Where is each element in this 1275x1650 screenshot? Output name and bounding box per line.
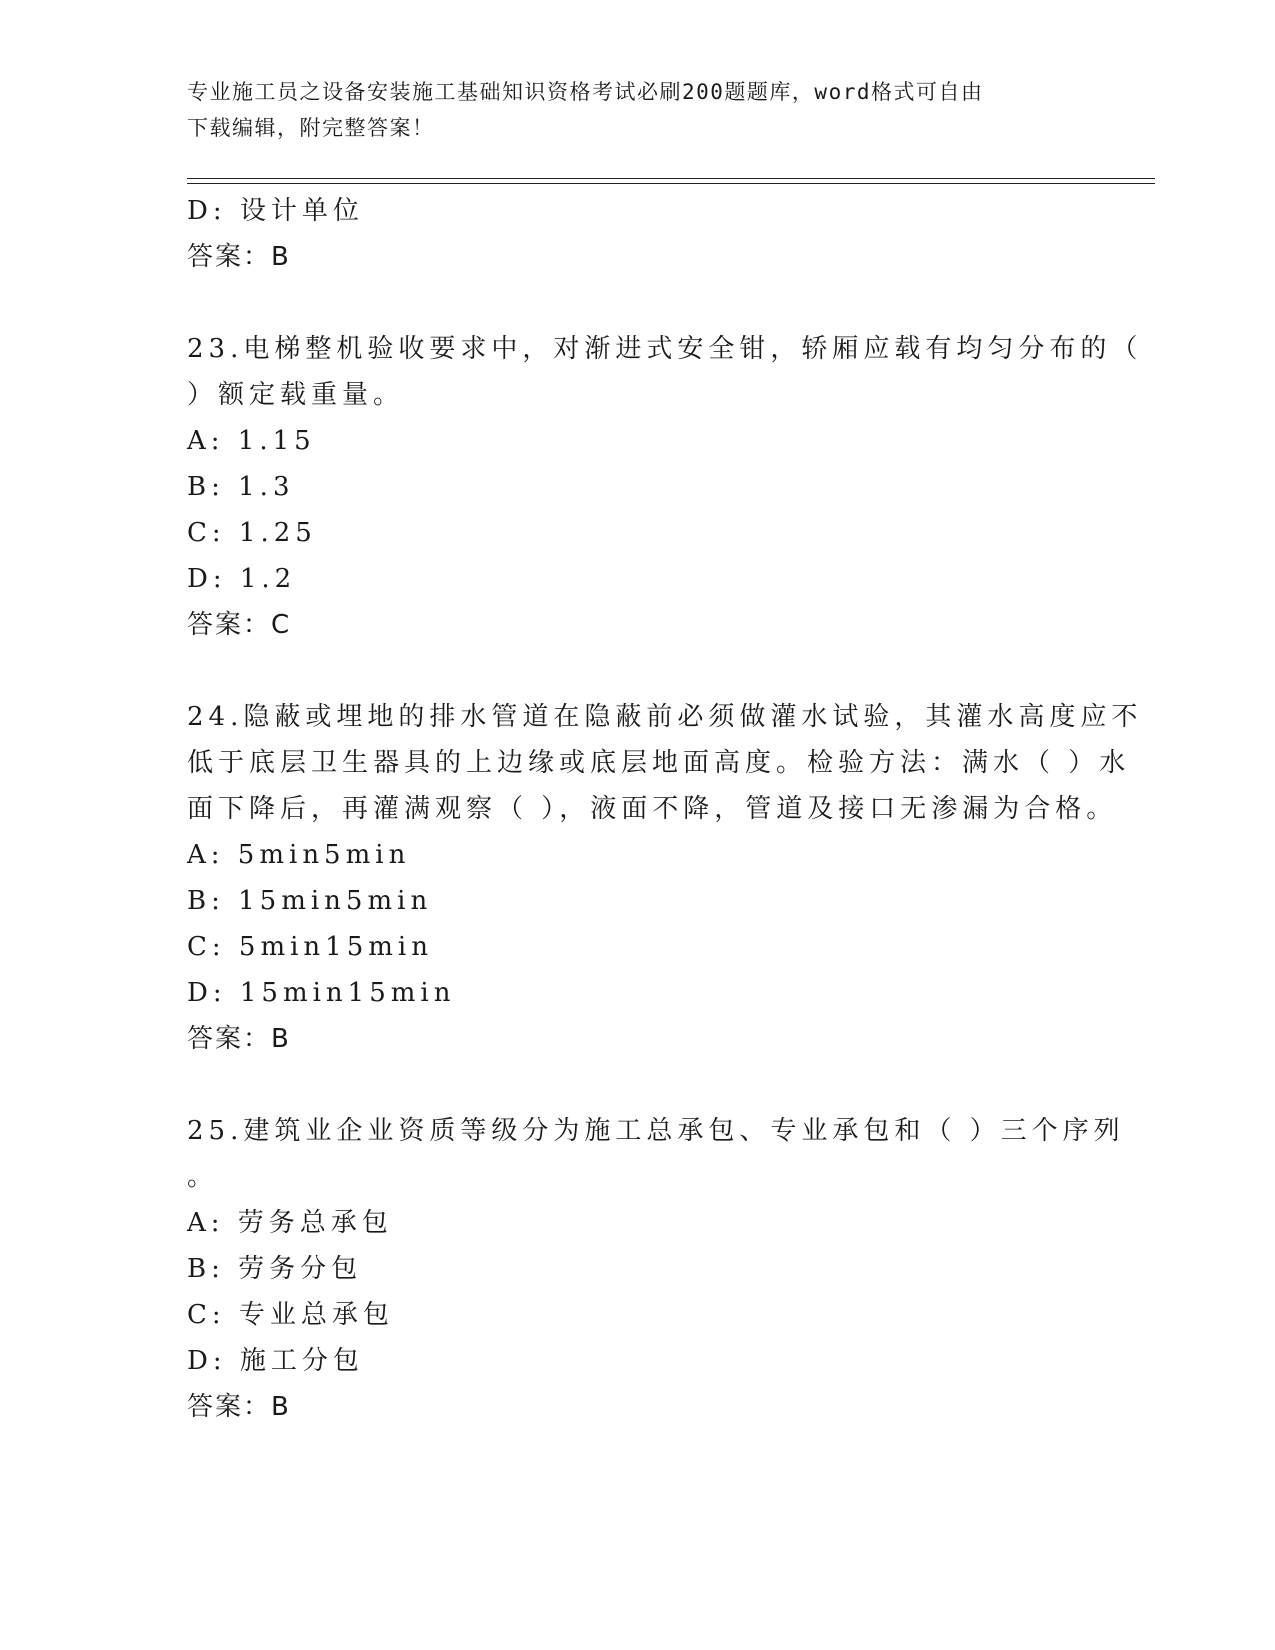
option-b: B: 劳务分包 xyxy=(187,1254,363,1284)
question-25 xyxy=(187,1108,1125,1430)
header-title-line-1: 专业施工员之设备安装施工基础知识资格考试必刷200题题库，word格式可自由 xyxy=(187,80,984,104)
spacer xyxy=(187,1062,1087,1108)
option-d: D: 施工分包 xyxy=(187,1346,364,1376)
option-d: D: 15min15min xyxy=(187,978,456,1008)
answer-line: 答案：B xyxy=(187,1024,291,1054)
option-c: C: 1.25 xyxy=(187,518,317,548)
answer-line: 答案：B xyxy=(187,1392,291,1422)
answer-line: 答案：C xyxy=(187,610,292,640)
header-title-line-2: 下载编辑，附完整答案！ xyxy=(187,116,435,140)
question-stem-line: 面下降后，再灌满观察（ ），液面不降，管道及接口无渗漏为合格。 xyxy=(187,794,1118,824)
option-c: C: 专业总承包 xyxy=(187,1300,394,1330)
question-stem-line: ）额定载重量。 xyxy=(187,380,405,410)
option-a: A: 劳务总承包 xyxy=(187,1208,393,1238)
option-a: A: 5min5min xyxy=(187,840,411,870)
document-header xyxy=(187,74,1077,146)
question-stem-line: 23.电梯整机验收要求中，对渐进式安全钳，轿厢应载有均匀分布的（ xyxy=(187,334,1143,364)
question-stem-line: 低于底层卫生器具的上边缘或底层地面高度。检验方法：满水（ ）水 xyxy=(187,748,1131,778)
question-22-tail xyxy=(187,188,1087,280)
option-c: C: 5min15min xyxy=(187,932,433,962)
option-b: B: 15min5min xyxy=(187,886,433,916)
question-list xyxy=(187,188,1143,1430)
question-stem-line: 24.隐蔽或埋地的排水管道在隐蔽前必须做灌水试验，其灌水高度应不 xyxy=(187,702,1143,732)
spacer xyxy=(187,648,1087,694)
header-divider-bottom xyxy=(187,183,1155,184)
question-stem-line: 。 xyxy=(187,1162,219,1192)
option-d: D: 设计单位 xyxy=(187,196,364,226)
question-stem-line: 25.建筑业企业资质等级分为施工总承包、专业承包和（ ）三个序列 xyxy=(187,1116,1125,1146)
option-b: B: 1.3 xyxy=(187,472,295,502)
option-a: A: 1.15 xyxy=(187,426,316,456)
option-d: D: 1.2 xyxy=(187,564,297,594)
question-23 xyxy=(187,326,1143,648)
question-24 xyxy=(187,694,1143,1062)
answer-line: 答案：B xyxy=(187,242,291,272)
header-divider-top xyxy=(187,178,1155,179)
spacer xyxy=(187,280,1087,326)
